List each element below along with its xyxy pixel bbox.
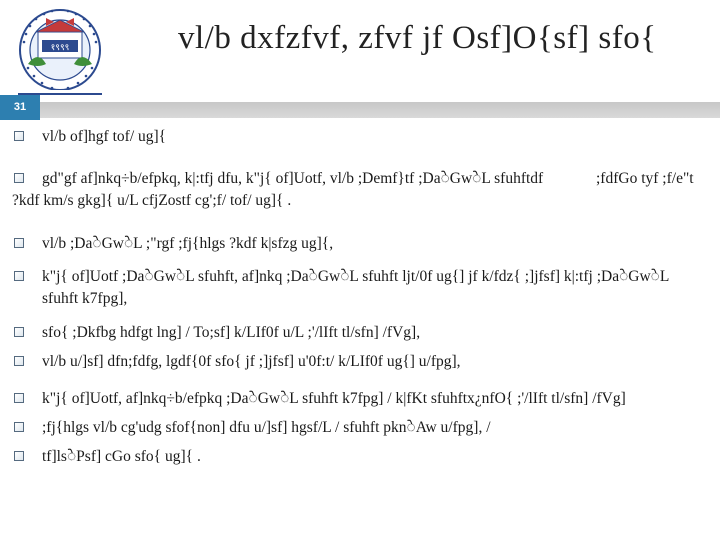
list-item-text: k"j{ of]Uotf, af]nkq÷b/efpkq ;DaेGwेL sfuhft k7fpg] / k|fKt sfuhftx¿nfO{ ;'/lIft tl/sfn] /fVg]: [42, 390, 626, 407]
square-bullet-icon: [14, 451, 24, 461]
list-item-text: gd"gf af]nkq÷b/efpkq, k|:tfj dfu, k"j{ of]Uotf, vl/b ;Demf}tf ;DaेGwेL sfuhftdf: [42, 170, 544, 187]
square-bullet-icon: [14, 173, 24, 183]
logo-year-text: १९९९: [50, 43, 70, 53]
square-bullet-icon: [14, 422, 24, 432]
list-item-continuation: sfuhft k7fpg],: [42, 290, 128, 307]
slide-number-badge: 31: [0, 95, 40, 120]
square-bullet-icon: [14, 393, 24, 403]
list-item-continuation: ?kdf km/s gkg]{ u/L cfjZostf cg';f/ tof/ ug]{ .: [12, 192, 292, 209]
square-bullet-icon: [14, 238, 24, 248]
square-bullet-icon: [14, 271, 24, 281]
list-item-text: ;fj{hlgs vl/b cg'udg sfof{non] dfu u/]sf] hgsf/L / sfuhft pknेAw u/fpg], /: [42, 419, 491, 436]
list-item-text: vl/b u/]sf] dfn;fdfg, lgdf{0f sfo{ jf ;]jfsf] u'0f:t/ k/LIf0f ug{] u/fpg],: [42, 353, 461, 370]
list-item-text: vl/b of]hgf tof/ ug]{: [42, 128, 167, 145]
list-item-text-right: ;fdfGo tyf ;f/e"t: [596, 170, 694, 187]
list-item-text: k"j{ of]Uotf ;DaेGwेL sfuhft, af]nkq ;DaेGwेL sfuhft ljt/0f ug{] jf k/fdz{ ;]jfsf] k|:tfj ;DaेGwेL: [42, 268, 670, 285]
square-bullet-icon: [14, 131, 24, 141]
slide-title: vl/b dxfzfvf, zfvf jf Osf]O{sf] sfo{: [178, 20, 657, 56]
list-item-text: vl/b ;DaेGwेL ;"rgf ;fj{hlgs ?kdf k|sfzg ug]{,: [42, 235, 334, 252]
square-bullet-icon: [14, 327, 24, 337]
list-item-text: sfo{ ;Dkfbg hdfgt lng] / To;sf] k/LIf0f u/L ;'/lIft tl/sfn] /fVg],: [42, 324, 421, 341]
list-item-text: tf]lsेPsf] cGo sfo{ ug]{ .: [42, 448, 201, 465]
square-bullet-icon: [14, 356, 24, 366]
